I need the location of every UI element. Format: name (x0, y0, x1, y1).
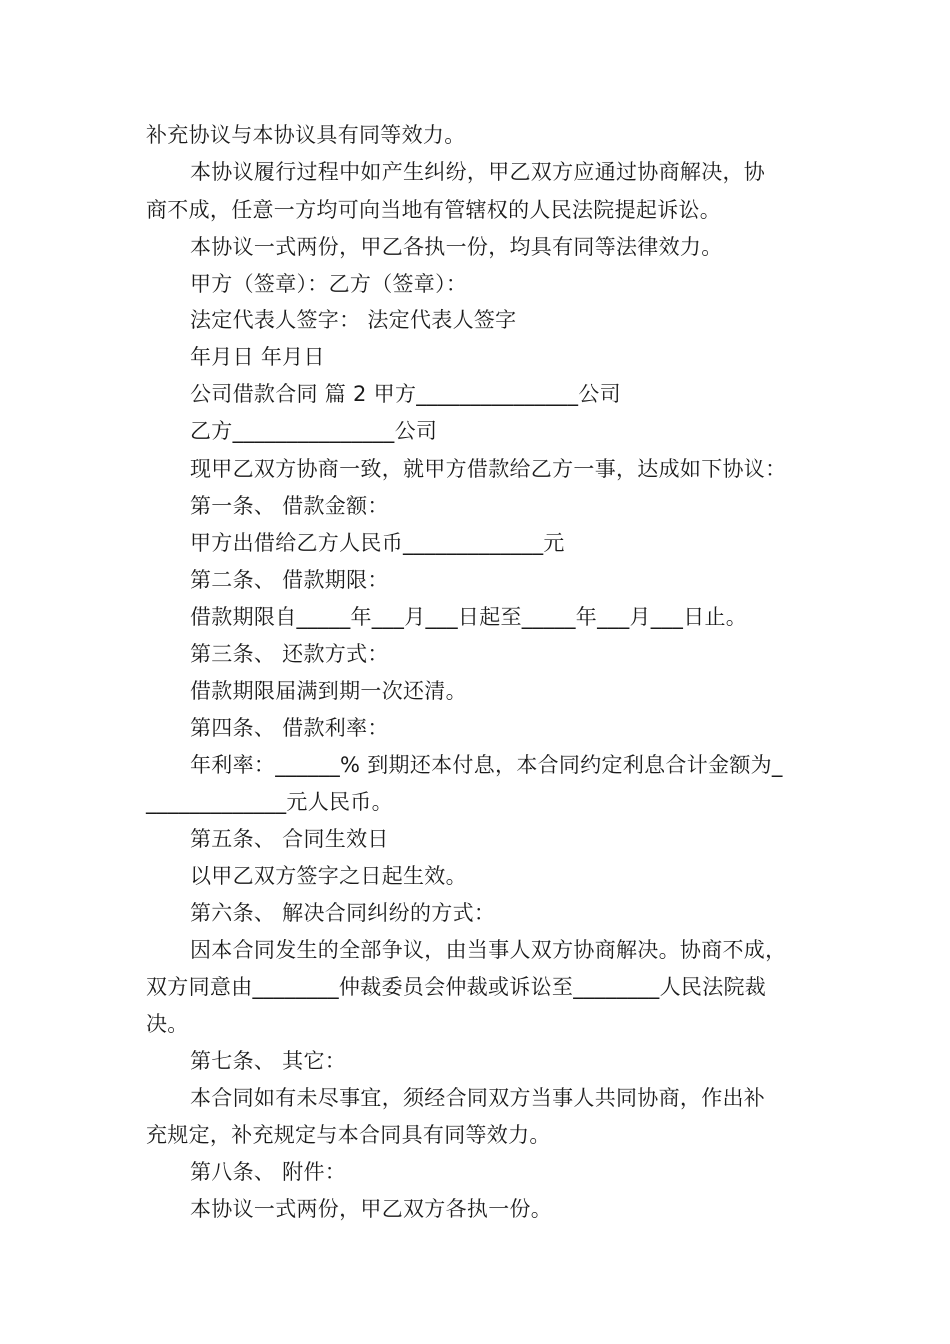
text-line: 第八条、 附件： (190, 1160, 347, 1184)
text-line: 双方同意由________仲裁委员会仲裁或诉讼至________人民法院裁 (146, 975, 767, 999)
text-line: 第四条、 借款利率： (190, 716, 389, 740)
text-line: 年月日 年月日 (190, 345, 325, 369)
text-line: _____________元人民币。 (146, 790, 393, 814)
text-line: 商不成，任意一方均可向当地有管辖权的人民法院提起诉讼。 (146, 198, 722, 222)
text-line: 本协议履行过程中如产生纠纷，甲乙双方应通过协商解决，协 (190, 160, 766, 184)
text-line: 借款期限届满到期一次还清。 (190, 679, 467, 703)
text-line: 现甲乙双方协商一致，就甲方借款给乙方一事，达成如下协议： (190, 457, 787, 481)
text-line: 第五条、 合同生效日 (190, 827, 389, 851)
text-line: 因本合同发生的全部争议，由当事人双方协商解决。协商不成， (190, 938, 787, 962)
text-line: 本协议一式两份，甲乙各执一份，均具有同等法律效力。 (190, 235, 723, 259)
text-line: 决。 (146, 1012, 189, 1036)
text-line: 第二条、 借款期限： (190, 568, 389, 592)
text-line: 甲方（签章）：乙方（签章）： (190, 272, 468, 296)
text-line: 公司借款合同 篇 2 甲方_______________公司 (190, 382, 621, 406)
text-line: 第六条、 解决合同纠纷的方式： (190, 901, 496, 925)
text-line: 补充协议与本协议具有同等效力。 (146, 123, 466, 147)
text-line: 借款期限自_____年___月___日起至_____年___月___日止。 (190, 605, 748, 629)
text-line: 年利率：______% 到期还本付息，本合同约定利息合计金额为_ (190, 753, 783, 777)
text-line: 第三条、 还款方式： (190, 642, 389, 666)
text-line: 第一条、 借款金额： (190, 494, 389, 518)
text-line: 本协议一式两份，甲乙双方各执一份。 (190, 1197, 553, 1221)
text-line: 第七条、 其它： (190, 1049, 347, 1073)
text-line: 乙方_______________公司 (190, 419, 438, 443)
text-line: 法定代表人签字： 法定代表人签字 (190, 308, 517, 332)
text-line: 甲方出借给乙方人民币_____________元 (190, 531, 565, 555)
text-line: 充规定，补充规定与本合同具有同等效力。 (146, 1123, 551, 1147)
text-line: 以甲乙双方签字之日起生效。 (190, 864, 467, 888)
text-line: 本合同如有未尽事宜，须经合同双方当事人共同协商，作出补 (190, 1086, 766, 1110)
